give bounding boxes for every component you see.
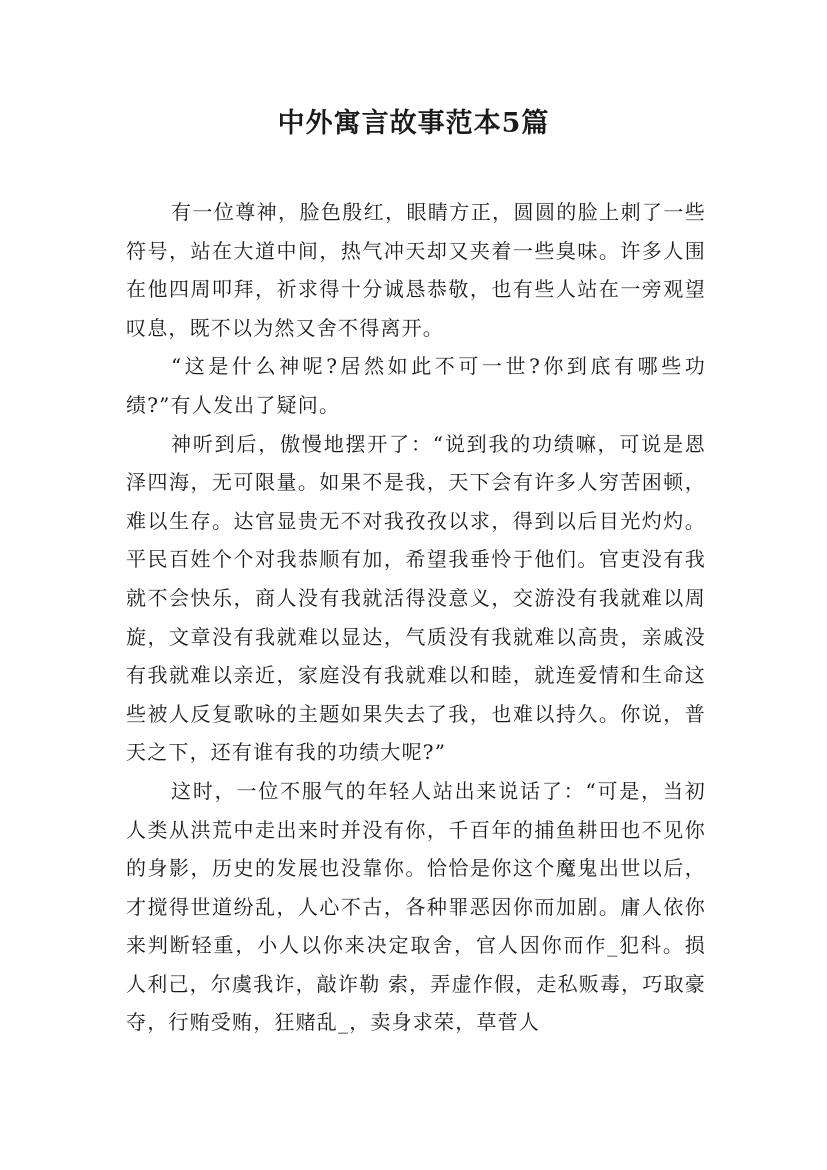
- paragraph-2: “这是什么神呢?居然如此不可一世?你到底有哪些功绩?”有人发出了疑问。: [126, 354, 706, 417]
- paragraph-4: 这时，一位不服气的年轻人站出来说话了：“可是，当初人类从洪荒中走出来时并没有你，千百年的捕鱼耕田也不见你的身影，历史的发展也没靠你。恰恰是你这个魔鬼出世以后，才搅得世道纷乱，人心不古，各种罪恶因你而加剧。庸人依你来判断轻重，小人以你来决定取舍，官人因你而作_犯科。损人利己，尔虞我诈，敲诈勒 索，弄虚作假，走私贩毒，巧取豪夺，行贿受贿，狂赌乱_，卖身求荣，草菅人: [126, 778, 706, 1035]
- document-title: 中外寓言故事范本5篇: [277, 108, 550, 139]
- paragraph-1: 有一位尊神，脸色殷红，眼睛方正，圆圆的脸上刺了一些符号，站在大道中间，热气冲天却又夹着一些臭味。许多人围在他四周叩拜，祈求得十分诚恳恭敬，也有些人站在一旁观望叹息，既不以为然又舍不得离开。: [126, 200, 706, 340]
- document-body: [126, 193, 706, 1042]
- paragraph-3: 神听到后，傲慢地摆开了：“说到我的功绩嘛，可说是恩泽四海，无可限量。如果不是我，天下会有许多人穷苦困顿，难以生存。达官显贵无不对我孜孜以求，得到以后目光灼灼。平民百姓个个对我恭顺有加，希望我垂怜于他们。官吏没有我就不会快乐，商人没有我就活得没意义，交游没有我就难以周旋，文章没有我就难以显达，气质没有我就难以高贵，亲戚没有我就难以亲近，家庭没有我就难以和睦，就连爱情和生命这些被人反复歌咏的主题如果失去了我，也难以持久。你说，普天之下，还有谁有我的功绩大呢?”: [126, 431, 706, 765]
